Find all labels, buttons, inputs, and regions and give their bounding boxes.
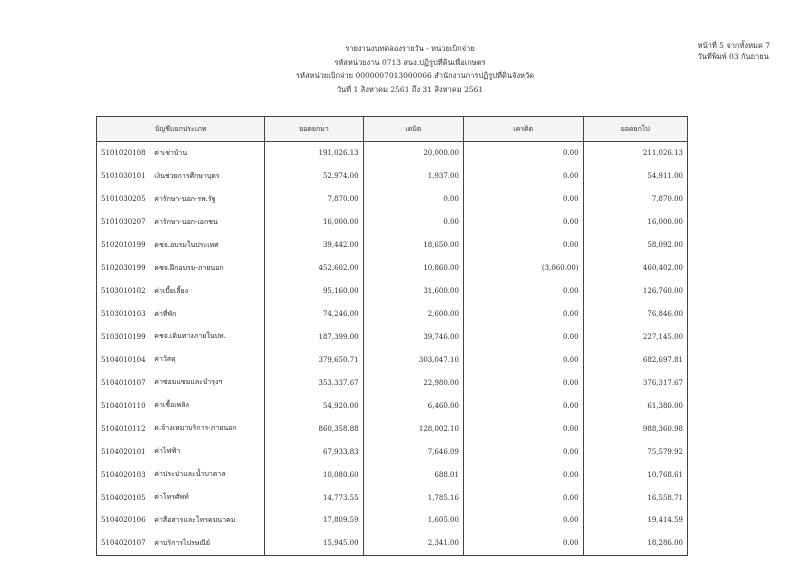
carried-forward-value: 75,579.92 (583, 440, 687, 463)
credit-value: (3,060.00) (463, 257, 583, 280)
debit-value: 2,341.00 (363, 532, 463, 555)
table-row (97, 394, 688, 417)
credit-value: 0.00 (463, 303, 583, 326)
account-code: 5101030205 (97, 188, 151, 211)
account-name: คชจ.อบรมในประเทศ (150, 234, 265, 257)
disbursement-unit: รหัสหน่วยเบิกจ่าย 0000007013000066 สำนักงานการปฏิรูปที่ดินจังหวัด (295, 71, 535, 80)
debit-value: 303,047.10 (363, 348, 463, 371)
brought-forward-value: 191,026.13 (265, 142, 363, 165)
brought-forward-value: 860,358.88 (265, 417, 363, 440)
brought-forward-value: 452,602.00 (265, 257, 363, 280)
table-header-row (97, 117, 688, 142)
account-name: คชจ.ฝึกอบรม-ภายนอก (150, 257, 265, 280)
account-code: 5104020105 (97, 486, 151, 509)
debit-value: 18,650.00 (363, 234, 463, 257)
carried-forward-value: 682,697.81 (583, 348, 687, 371)
account-code: 5101030207 (97, 211, 151, 234)
credit-value: 0.00 (463, 417, 583, 440)
col-header-credit: เครดิต (463, 117, 583, 142)
account-name: เงินช่วยการศึกษาบุตร (150, 165, 265, 188)
table-row (97, 142, 688, 165)
brought-forward-value: 54,920.00 (265, 394, 363, 417)
table-row (97, 165, 688, 188)
account-code: 5104020103 (97, 463, 151, 486)
credit-value: 0.00 (463, 142, 583, 165)
col-header-debit: เดบิต (363, 117, 463, 142)
brought-forward-value: 95,160.00 (265, 280, 363, 303)
col-header-account: บัญชีแยกประเภท (97, 117, 265, 142)
brought-forward-value: 16,000.00 (265, 211, 363, 234)
account-name: ค่าเช่าบ้าน (150, 142, 265, 165)
account-name: ค่าเบี้ยเลี้ยง (150, 280, 265, 303)
carried-forward-value: 58,092.00 (583, 234, 687, 257)
account-code: 5104020101 (97, 440, 151, 463)
carried-forward-value: 376,317.67 (583, 371, 687, 394)
debit-value: 2,600.00 (363, 303, 463, 326)
col-header-brought-forward: ยอดยกมา (265, 117, 363, 142)
account-code: 5104010112 (97, 417, 151, 440)
debit-value: 6,460.00 (363, 394, 463, 417)
account-name: ค่าบริการไปรษณีย์ (150, 532, 265, 555)
table-row (97, 326, 688, 349)
credit-value: 0.00 (463, 463, 583, 486)
account-code: 5102030199 (97, 257, 151, 280)
debit-value: 688.01 (363, 463, 463, 486)
account-code: 5103010102 (97, 280, 151, 303)
debit-value: 31,600.00 (363, 280, 463, 303)
credit-value: 0.00 (463, 486, 583, 509)
brought-forward-value: 10,080.60 (265, 463, 363, 486)
account-name: ค่าสื่อสารและโทรคมนาคม (150, 509, 265, 532)
debit-value: 39,746.00 (363, 326, 463, 349)
account-code: 5104010110 (97, 394, 151, 417)
credit-value: 0.00 (463, 211, 583, 234)
account-name: ค่าโทรศัพท์ (150, 486, 265, 509)
debit-value: 0.00 (363, 188, 463, 211)
carried-forward-value: 18,286.00 (583, 532, 687, 555)
account-code: 5104020107 (97, 532, 151, 555)
page-number: หน้าที่ 5 จากทั้งหมด 7 (697, 41, 770, 50)
credit-value: 0.00 (463, 440, 583, 463)
table-row (97, 509, 688, 532)
brought-forward-value: 39,442.00 (265, 234, 363, 257)
brought-forward-value: 74,246.00 (265, 303, 363, 326)
credit-value: 0.00 (463, 188, 583, 211)
carried-forward-value: 16,000.00 (583, 211, 687, 234)
account-name: ค่าวัสดุ (150, 348, 265, 371)
account-name: ค่าเชื้อเพลิง (150, 394, 265, 417)
carried-forward-value: 16,558.71 (583, 486, 687, 509)
trial-balance-table (96, 116, 688, 556)
carried-forward-value: 61,380.00 (583, 394, 687, 417)
debit-value: 0.00 (363, 211, 463, 234)
brought-forward-value: 67,933.83 (265, 440, 363, 463)
credit-value: 0.00 (463, 234, 583, 257)
carried-forward-value: 126,760.00 (583, 280, 687, 303)
carried-forward-value: 460,402.00 (583, 257, 687, 280)
table-row (97, 417, 688, 440)
table-row (97, 234, 688, 257)
account-name: ค่าซ่อมแซมและบำรุงฯ (150, 371, 265, 394)
agency-code: รหัสหน่วยงาน 0713 สนง.ปฏิรูปที่ดินเพื่อเกษตร (334, 57, 486, 67)
account-code: 5104010107 (97, 371, 151, 394)
carried-forward-value: 7,870.00 (583, 188, 687, 211)
brought-forward-value: 187,399.00 (265, 326, 363, 349)
account-code: 5104010104 (97, 348, 151, 371)
table-row (97, 257, 688, 280)
carried-forward-value: 211,026.13 (583, 142, 687, 165)
carried-forward-value: 76,846.00 (583, 303, 687, 326)
carried-forward-value: 988,360.98 (583, 417, 687, 440)
credit-value: 0.00 (463, 280, 583, 303)
account-code: 5103010199 (97, 326, 151, 349)
credit-value: 0.00 (463, 165, 583, 188)
brought-forward-value: 14,773.55 (265, 486, 363, 509)
account-code: 5101030101 (97, 165, 151, 188)
debit-value: 1,937.00 (363, 165, 463, 188)
table-row (97, 348, 688, 371)
account-name: ค่าไฟฟ้า (150, 440, 265, 463)
account-name: ค.จ้างเหมาบริการ-ภายนอก (150, 417, 265, 440)
table-row (97, 532, 688, 555)
debit-value: 128,002.10 (363, 417, 463, 440)
col-header-carried-forward: ยอดยกไป (583, 117, 687, 142)
account-name: คชจ.เดินทางภายในปท. (150, 326, 265, 349)
account-code: 5103010103 (97, 303, 151, 326)
brought-forward-value: 7,870.00 (265, 188, 363, 211)
brought-forward-value: 52,974.00 (265, 165, 363, 188)
carried-forward-value: 19,414.59 (583, 509, 687, 532)
carried-forward-value: 54,911.00 (583, 165, 687, 188)
credit-value: 0.00 (463, 509, 583, 532)
table-row (97, 371, 688, 394)
table-row (97, 211, 688, 234)
debit-value: 10,860.00 (363, 257, 463, 280)
print-date: วันที่พิมพ์ 03 กันยายน (697, 52, 769, 61)
account-name: ค่ารักษา-นอก-รพ.รัฐ (150, 188, 265, 211)
credit-value: 0.00 (463, 532, 583, 555)
credit-value: 0.00 (463, 348, 583, 371)
table-row (97, 188, 688, 211)
brought-forward-value: 15,945.00 (265, 532, 363, 555)
carried-forward-value: 227,145.00 (583, 326, 687, 349)
report-period: วันที่ 1 สิงหาคม 2561 ถึง 31 สิงหาคม 2561 (336, 84, 484, 94)
credit-value: 0.00 (463, 371, 583, 394)
account-code: 5104020106 (97, 509, 151, 532)
brought-forward-value: 353,337.67 (265, 371, 363, 394)
report-header (0, 42, 800, 96)
debit-value: 1,605.00 (363, 509, 463, 532)
carried-forward-value: 10,768.61 (583, 463, 687, 486)
account-code: 5101020108 (97, 142, 151, 165)
credit-value: 0.00 (463, 394, 583, 417)
table-row (97, 440, 688, 463)
table-row (97, 303, 688, 326)
table-row (97, 280, 688, 303)
debit-value: 7,646.09 (363, 440, 463, 463)
brought-forward-value: 379,650.71 (265, 348, 363, 371)
credit-value: 0.00 (463, 326, 583, 349)
account-name: ค่ารักษา-นอก-เอกชน (150, 211, 265, 234)
debit-value: 20,000.00 (363, 142, 463, 165)
debit-value: 22,980.00 (363, 371, 463, 394)
table-row (97, 486, 688, 509)
debit-value: 1,785.16 (363, 486, 463, 509)
account-name: ค่าประปาและน้ำบาดาล (150, 463, 265, 486)
brought-forward-value: 17,809.59 (265, 509, 363, 532)
account-code: 5102010199 (97, 234, 151, 257)
account-name: ค่าที่พัก (150, 303, 265, 326)
report-title: รายงานงบทดลองรายวัน - หน่วยเบิกจ่าย (345, 44, 475, 53)
table-row (97, 463, 688, 486)
